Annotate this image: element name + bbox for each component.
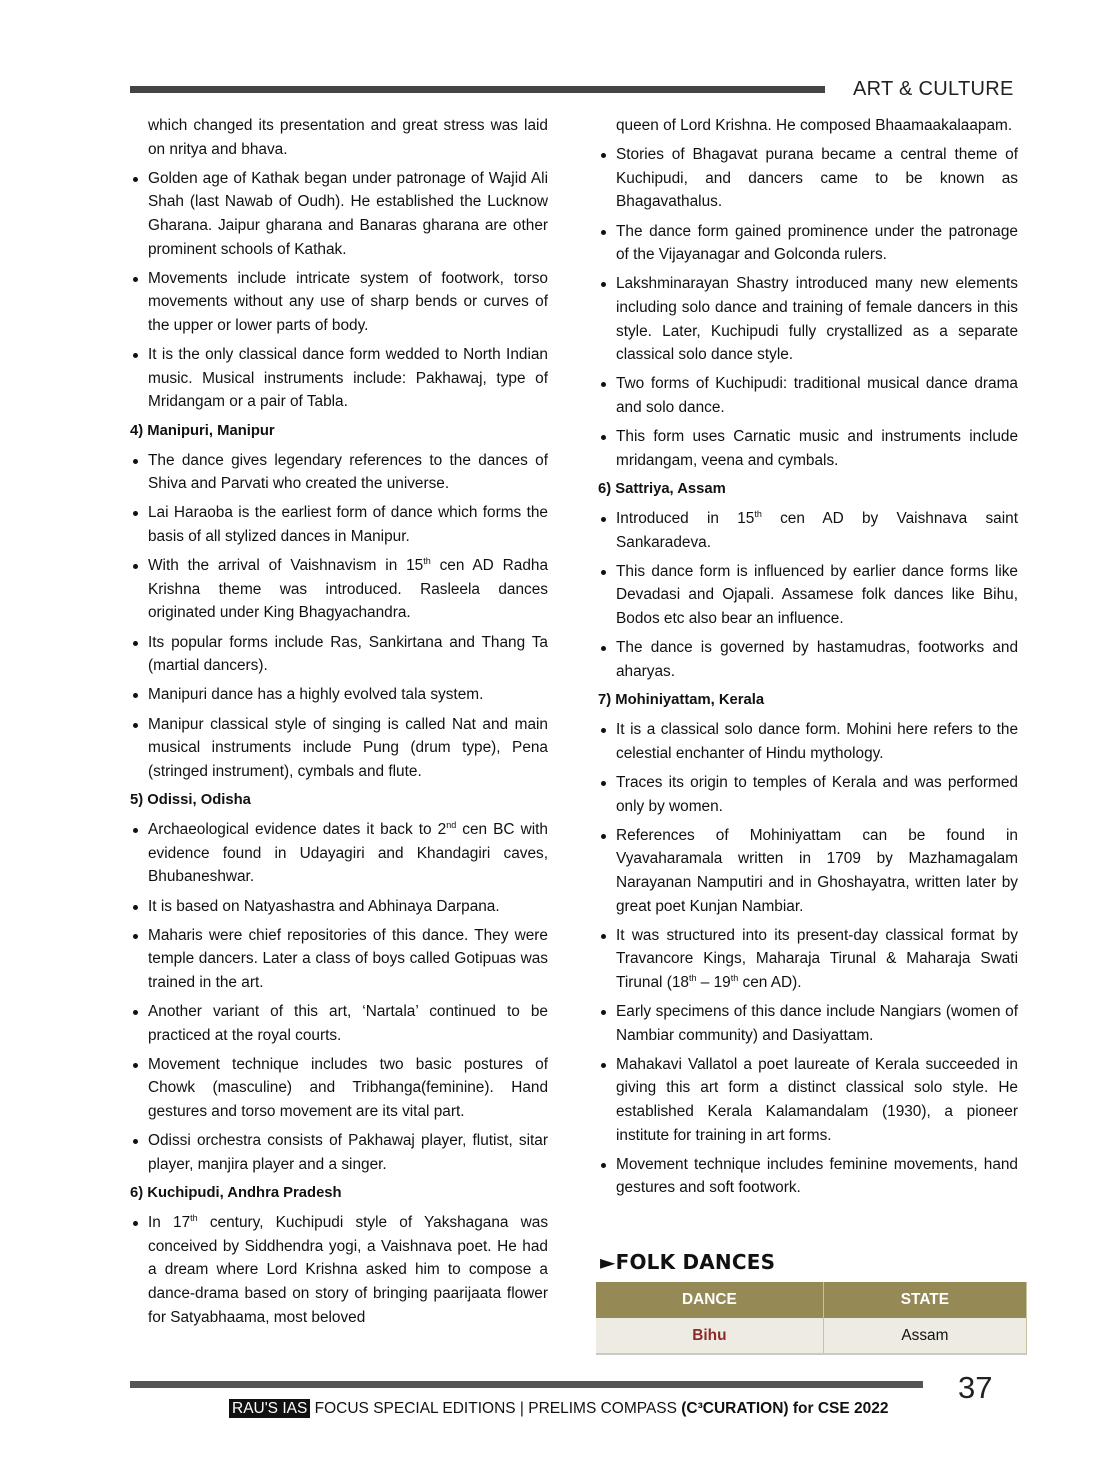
- bullet-item: [130, 683, 548, 707]
- bullet-item: [130, 1000, 548, 1047]
- bullet-item: [598, 560, 1018, 631]
- text-run: 5) Odissi, Odisha: [130, 791, 251, 808]
- bullet-item: [598, 718, 1018, 765]
- text-run: The dance is governed by hastamudras, footworks and aharyas.: [616, 639, 1018, 680]
- text-run: Manipuri dance has a highly evolved tala system.: [148, 686, 484, 704]
- section-title: ART & CULTURE: [853, 78, 1014, 100]
- text-run: It is based on Natyashastra and Abhinaya Darpana.: [148, 897, 500, 915]
- state-cell: Assam: [823, 1318, 1026, 1354]
- text-run: Odissi orchestra consists of Pakhawaj player, flutist, sitar player, manjira player and a singer.: [148, 1132, 548, 1173]
- column-header-state: STATE: [823, 1282, 1026, 1318]
- subsection-heading: [130, 1182, 548, 1206]
- bullet-item: [598, 372, 1018, 419]
- bullet-item: [598, 220, 1018, 267]
- brand-logo: RAU'S IAS: [229, 1399, 310, 1418]
- bullet-item: [130, 924, 548, 995]
- bullet-item: [598, 507, 1018, 554]
- text-run: The dance gives legendary references to the dances of Shiva and Parvati who created the universe.: [148, 451, 548, 493]
- right-column: [598, 114, 1018, 1206]
- text-run: cen AD by Vaishnava saint Sankaradeva.: [616, 510, 1018, 551]
- footer-text: FOCUS SPECIAL EDITIONS | PRELIMS COMPASS: [310, 1400, 682, 1417]
- text-run: References of Mohiniyattam can be found in Vyavaharamala written in 1709 by Mazhamagalam Narayanan Namputiri and in Ghoshayatra, written later by great poet Kunjan Nambiar.: [616, 826, 1018, 915]
- text-run: century, Kuchipudi style of Yakshagana was conceived by Siddhendra yogi, a Vaishnava poet. He had a dream where Lord Krishna asked him to compose a dance-drama based on story of bringing paarijaata flower for Satyabhaama, most beloved: [148, 1214, 549, 1326]
- text-run: queen of Lord Krishna. He composed Bhaamaakalaapam.: [616, 117, 1013, 134]
- text-run: cen AD).: [738, 973, 802, 991]
- bullet-item: [598, 1153, 1018, 1200]
- text-run: 6) Kuchipudi, Andhra Pradesh: [130, 1185, 342, 1202]
- text-run: It was structured into its present-day classical format by Travancore Kings, Maharaja Tirunal & Maharaja Swati Tirunal (18: [616, 926, 1018, 991]
- bullet-item: [598, 824, 1018, 918]
- superscript: th: [730, 972, 739, 983]
- text-run: This form uses Carnatic music and instruments include mridangam, veena and cymbals.: [616, 428, 1018, 469]
- page-number: 37: [958, 1370, 993, 1405]
- bullet-item: [598, 272, 1018, 366]
- bullet-item: [130, 895, 548, 919]
- paragraph-continuation: [598, 114, 1018, 138]
- text-run: 7) Mohiniyattam, Kerala: [598, 692, 765, 708]
- text-run: Movement technique includes two basic postures of Chowk (masculine) and Tribhanga(feminine). Hand gestures and torso movement are its vital part.: [148, 1055, 548, 1121]
- folk-dances-table: [596, 1282, 1027, 1355]
- bullet-item: [130, 167, 548, 261]
- column-header-dance: DANCE: [596, 1282, 823, 1318]
- text-run: cen BC with evidence found in Udayagiri and Khandagiri caves, Bhubaneshwar.: [148, 821, 548, 886]
- superscript: th: [423, 556, 431, 567]
- footer-edition: (C³CURATION) for CSE 2022: [681, 1400, 889, 1417]
- text-run: Archaeological evidence dates it back to 2: [148, 821, 447, 839]
- left-column: [130, 114, 548, 1335]
- text-run: Early specimens of this dance include Nangiars (women of Nambiar community) and Dasiyattam.: [616, 1003, 1018, 1044]
- bullet-item: [130, 343, 548, 414]
- bullet-item: [598, 425, 1018, 472]
- superscript: th: [190, 1213, 198, 1224]
- text-run: Its popular forms include Ras, Sankirtana and Thang Ta (martial dancers).: [148, 633, 548, 675]
- dance-cell: Bihu: [596, 1318, 823, 1354]
- bullet-item: [598, 771, 1018, 818]
- text-run: This dance form is influenced by earlier dance forms like Devadasi and Ojapali. Assamese folk dances like Bihu, Bodos etc also bear an influence.: [616, 562, 1018, 628]
- text-run: which changed its presentation and great stress was laid on nritya and bhava.: [148, 117, 548, 158]
- text-run: cen AD Radha Krishna theme was introduced. Rasleela dances originated under King Bhagyachandra.: [148, 557, 548, 622]
- paragraph-continuation: [130, 114, 548, 161]
- superscript: nd: [446, 820, 457, 831]
- text-run: Two forms of Kuchipudi: traditional musical dance drama and solo dance.: [616, 375, 1018, 416]
- text-run: 4) Manipuri, Manipur: [130, 422, 275, 439]
- footer-rule: [130, 1381, 923, 1388]
- text-run: Lakshminarayan Shastry introduced many new elements including solo dance and training of female dancers in this style. Later, Kuchipudi fully crystallized as a separate classical solo dance style.: [616, 275, 1018, 364]
- text-run: It is a classical solo dance form. Mohini here refers to the celestial enchanter of Hindu mythology.: [616, 721, 1018, 762]
- bullet-item: [130, 1129, 548, 1176]
- bullet-item: [598, 143, 1018, 214]
- superscript: th: [754, 508, 762, 519]
- bullet-item: [130, 267, 548, 338]
- text-run: 6) Sattriya, Assam: [598, 480, 726, 497]
- subsection-heading: [130, 789, 548, 813]
- text-run: With the arrival of Vaishnavism in 15: [148, 557, 424, 575]
- bullet-item: [598, 1053, 1018, 1147]
- text-run: Movements include intricate system of footwork, torso movements without any use of sharp bends or curves of the upper or lower parts of body.: [148, 269, 548, 334]
- footer: [229, 1400, 889, 1418]
- text-run: Another variant of this art, ‘Nartala’ continued to be practiced at the royal courts.: [148, 1003, 548, 1044]
- text-run: Golden age of Kathak began under patronage of Wajid Ali Shah (last Nawab of Oudh). He established the Lucknow Gharana. Jaipur gharana and Banaras gharana are other prominent schools of Kathak.: [148, 169, 548, 258]
- text-run: Mahakavi Vallatol a poet laureate of Kerala succeeded in giving this art form a distinct classical solo style. He established Kerala Kalamandalam (1930), a pioneer institute for training in art forms.: [616, 1055, 1018, 1144]
- text-run: Manipur classical style of singing is called Nat and main musical instruments include Pung (drum type), Pena (stringed instrument), cymbals and flute.: [148, 715, 548, 780]
- bullet-item: [130, 713, 548, 784]
- bullet-item: [598, 1000, 1018, 1047]
- text-run: It is the only classical dance form wedded to North Indian music. Musical instruments include: Pakhawaj, type of Mridangam or a pair of Tabla.: [148, 346, 548, 411]
- header-rule: [130, 86, 825, 93]
- text-run: Traces its origin to temples of Kerala and was performed only by women.: [616, 773, 1018, 815]
- bullet-item: [130, 1211, 548, 1329]
- text-run: Maharis were chief repositories of this dance. They were temple dancers. Later a class of boys called Gotipuas was trained in the art.: [148, 926, 548, 991]
- bullet-item: [130, 818, 548, 889]
- text-run: – 19: [696, 973, 731, 991]
- bullet-item: [130, 554, 548, 625]
- bullet-item: [130, 1053, 548, 1124]
- bullet-item: [598, 924, 1018, 995]
- subsection-heading: [598, 478, 1018, 502]
- bullet-item: [130, 501, 548, 548]
- folk-dances-heading: ►FOLK DANCES: [600, 1250, 776, 1274]
- bullet-item: [598, 636, 1018, 683]
- superscript: th: [689, 972, 697, 983]
- text-run: In 17: [148, 1214, 191, 1232]
- text-run: Lai Haraoba is the earliest form of dance which forms the basis of all stylized dances in Manipur.: [148, 504, 548, 546]
- text-run: The dance form gained prominence under the patronage of the Vijayanagar and Golconda rulers.: [616, 222, 1018, 264]
- table-header-row: [596, 1282, 1027, 1318]
- subsection-heading: [598, 689, 1018, 713]
- text-run: Stories of Bhagavat purana became a central theme of Kuchipudi, and dancers came to be known as Bhagavathalus.: [616, 146, 1018, 211]
- text-run: Movement technique includes feminine movements, hand gestures and soft footwork.: [616, 1155, 1018, 1197]
- text-run: Introduced in 15: [616, 510, 755, 528]
- bullet-item: [130, 631, 548, 678]
- table-row: [596, 1318, 1027, 1354]
- subsection-heading: [130, 420, 548, 444]
- bullet-item: [130, 449, 548, 496]
